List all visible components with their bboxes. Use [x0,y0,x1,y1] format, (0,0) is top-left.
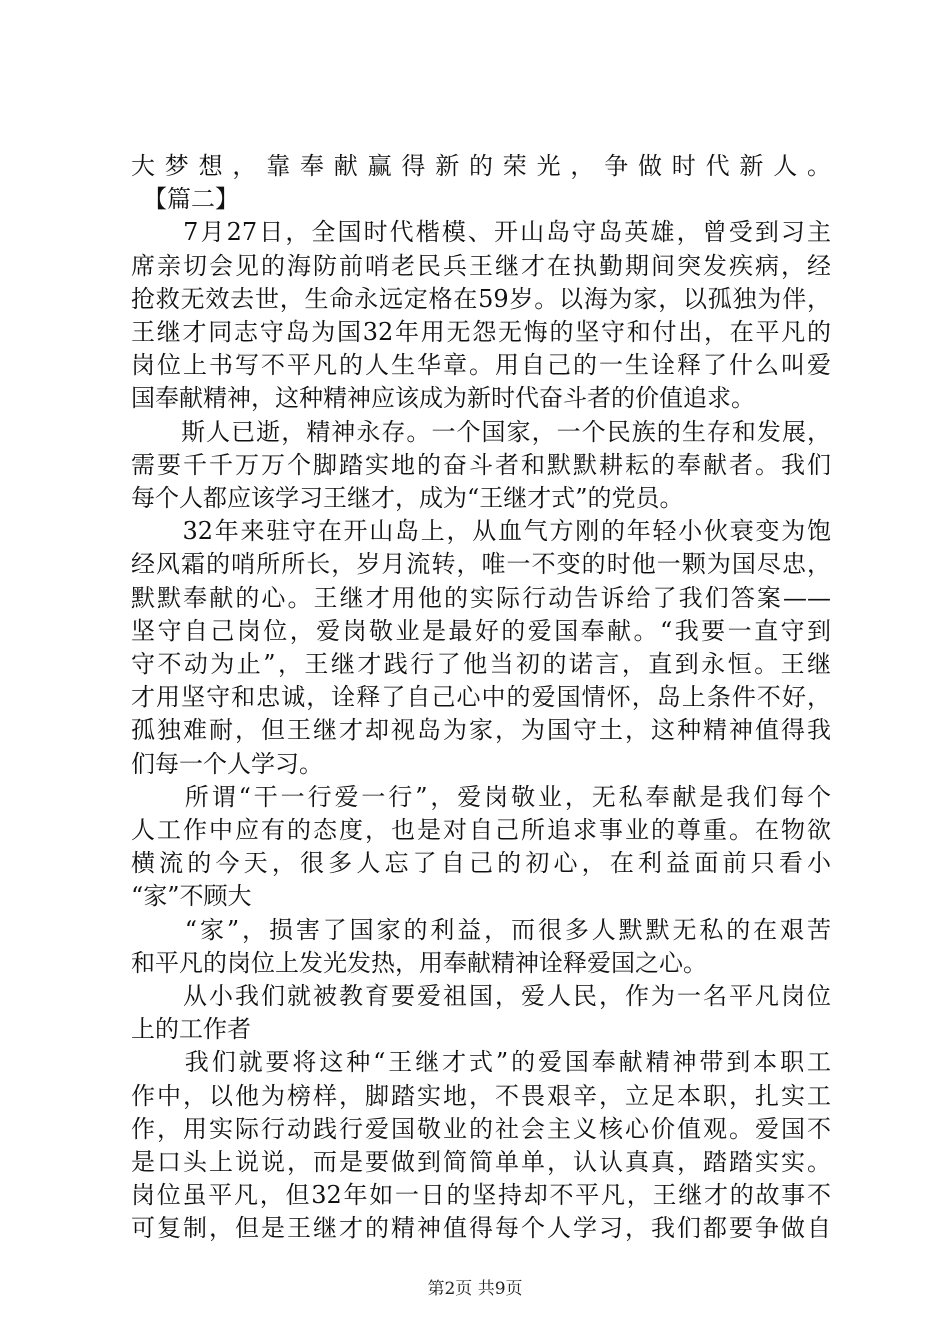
body-line: 席亲切会见的海防前哨老民兵王继才在执勤期间突发疾病，经 [131,252,831,280]
body-line: 是口头上说说，而是要做到简简单单，认认真真，踏踏实实。 [131,1148,831,1176]
body-line: 坚守自己岗位，爱岗敬业是最好的爱国奉献。“我要一直守到 [131,617,831,645]
body-line: 我们就要将这种“王继才式”的爱国奉献精神带到本职工 [131,1048,831,1076]
body-line: 32年来驻守在开山岛上，从血气方刚的年轻小伙衰变为饱 [131,517,831,545]
body-line: “家”不顾大 [131,882,252,910]
body-line: 所谓“干一行爱一行”，爱岗敬业，无私奉献是我们每个 [131,783,831,811]
body-line: 们每一个人学习。 [131,750,323,778]
body-line: 孤独难耐，但王继才却视岛为家，为国守土，这种精神值得我 [131,716,831,744]
body-line: 作，用实际行动践行爱国敬业的社会主义核心价值观。爱国不 [131,1115,831,1143]
body-line: 抢救无效去世，生命永远定格在59岁。以海为家，以孤独为伴， [131,285,831,313]
body-line: 岗位上书写不平凡的人生华章。用自己的一生诠释了什么叫爱 [131,351,831,379]
body-line: 默默奉献的心。王继才用他的实际行动告诉给了我们答案—— [131,584,831,612]
body-line: 经风霜的哨所所长，岁月流转，唯一不变的时他一颗为国尽忠， [131,550,831,578]
body-line: 才用坚守和忠诚，诠释了自己心中的爱国情怀，岛上条件不好， [131,683,831,711]
body-line: 每个人都应该学习王继才，成为“王继才式”的党员。 [131,484,684,512]
body-line: 横流的今天，很多人忘了自己的初心，在利益面前只看小 [131,849,831,877]
body-line: 7月27日，全国时代楷模、开山岛守岛英雄，曾受到习主 [131,218,831,246]
section-heading: 【篇二】 [131,185,239,213]
body-line: 人工作中应有的态度，也是对自己所追求事业的尊重。在物欲 [131,816,831,844]
body-line: 从小我们就被教育要爱祖国，爱人民，作为一名平凡岗位 [131,982,831,1010]
body-line: 岗位虽平凡，但32年如一日的坚持却不平凡，王继才的故事不 [131,1181,831,1209]
body-line: “家”，损害了国家的利益，而很多人默默无私的在艰苦 [131,916,831,944]
body-line: 守不动为止”，王继才践行了他当初的诺言，直到永恒。王继 [131,650,831,678]
page-number-footer: 第2页 共9页 [427,1279,523,1299]
body-line: 上的工作者 [131,1015,251,1043]
body-line: 需要千千万万个脚踏实地的奋斗者和默默耕耘的奉献者。我们 [131,451,831,479]
body-line: 王继才同志守岛为国32年用无怨无悔的坚守和付出，在平凡的 [131,318,831,346]
body-line: 和平凡的岗位上发光发热，用奉献精神诠释爱国之心。 [131,949,707,977]
body-line: 大梦想，靠奉献赢得新的荣光，争做时代新人。 [131,152,831,180]
body-line: 作中，以他为榜样，脚踏实地，不畏艰辛，立足本职，扎实工 [131,1082,831,1110]
body-line: 国奉献精神，这种精神应该成为新时代奋斗者的价值追求。 [131,384,755,412]
body-line: 可复制，但是王继才的精神值得每个人学习，我们都要争做自 [131,1214,831,1242]
body-line: 斯人已逝，精神永存。一个国家，一个民族的生存和发展， [131,418,831,446]
